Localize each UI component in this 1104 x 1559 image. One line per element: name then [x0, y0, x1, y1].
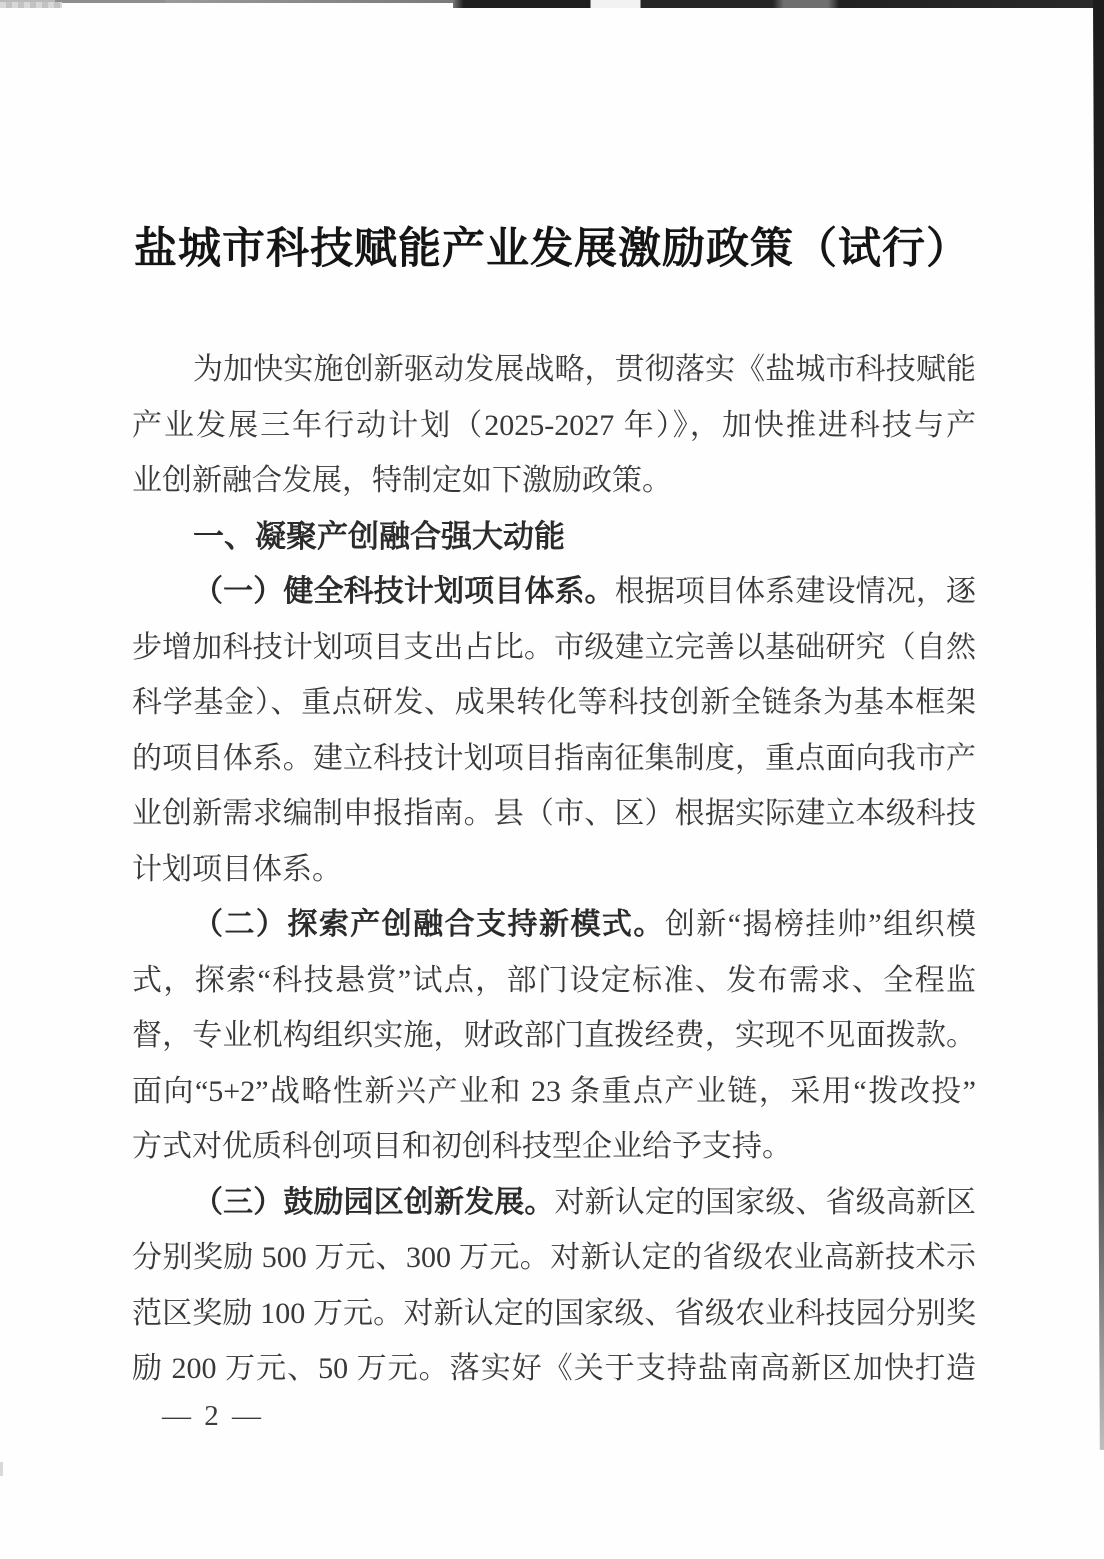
paragraph: [132, 1175, 976, 1397]
text-line: [132, 564, 976, 620]
scan-artifact-top-edge-mask: [0, 3, 453, 9]
text-line: [132, 1230, 976, 1286]
page-number: — 2 —: [162, 1400, 264, 1432]
paragraph-lead-text: 一、凝聚产创融合强大动能: [193, 518, 565, 554]
text-line: [132, 786, 976, 842]
text-line: [132, 953, 976, 1009]
text-segment: 方式对优质科创项目和初创科技型企业给予支持。: [132, 1130, 792, 1163]
text-segment: 对新认定的国家级、省级高新区: [554, 1185, 976, 1219]
paragraph: [132, 897, 976, 1175]
text-line: [132, 731, 976, 787]
text-segment: 范区奖励 100 万元。对新认定的国家级、省级农业科技园分别奖: [132, 1296, 976, 1330]
text-segment: 为加快实施创新驱动发展战略，贯彻落实《盐城市科技赋能: [193, 353, 976, 386]
scan-artifact-top-left: [0, 2, 62, 8]
text-line: [132, 620, 976, 676]
text-line: [132, 342, 976, 398]
paragraph: [132, 564, 976, 897]
paragraph-lead-text: （一）健全科技计划项目体系。: [193, 575, 615, 608]
text-line: [132, 842, 976, 898]
document-body: [132, 342, 976, 1397]
text-line: [132, 1341, 976, 1397]
text-line: [132, 398, 976, 454]
text-line: [132, 1175, 976, 1231]
text-line: [132, 453, 976, 509]
text-segment: 业创新融合发展，特制定如下激励政策。: [132, 464, 672, 497]
scan-artifact-right-edge: [1093, 0, 1104, 1450]
text-segment: 督，专业机构组织实施，财政部门直拨经费，实现不见面拨款。: [132, 1019, 976, 1052]
text-segment: 励 200 万元、50 万元。落实好《关于支持盐南高新区加快打造: [132, 1352, 976, 1385]
text-segment: 业创新需求编制申报指南。县（市、区）根据实际建立本级科技: [132, 797, 976, 830]
text-line: [132, 1119, 976, 1175]
text-segment: 的项目体系。建立科技计划项目指南征集制度，重点面向我市产: [132, 741, 976, 775]
text-line: [132, 1286, 976, 1342]
text-line: [132, 1008, 976, 1064]
text-segment: 式，探索“科技悬赏”试点，部门设定标准、发布需求、全程监: [132, 963, 976, 997]
paragraph-lead-text: （三）鼓励园区创新发展。: [193, 1185, 555, 1219]
text-segment: 计划项目体系。: [132, 852, 342, 886]
text-line: [132, 1064, 976, 1120]
text-segment: 分别奖励 500 万元、300 万元。对新认定的省级农业高新技术示: [132, 1241, 976, 1274]
section-heading: [132, 509, 976, 565]
text-segment: 步增加科技计划项目支出占比。市级建立完善以基础研究（自然: [132, 630, 976, 664]
text-segment: 面向“5+2”战略性新兴产业和 23 条重点产业链，采用“拨改投”: [132, 1074, 976, 1108]
paragraph-lead-text: （二）探索产创融合支持新模式。: [193, 908, 665, 941]
text-segment: 科学基金）、重点研发、成果转化等科技创新全链条为基本框架: [132, 686, 976, 719]
text-segment: 根据项目体系建设情况，逐: [614, 575, 976, 608]
text-line: [132, 897, 976, 953]
text-segment: 产业发展三年行动计划（2025-2027 年）》，加快推进科技与产: [132, 408, 976, 442]
document-title: 盐城市科技赋能产业发展激励政策（试行）: [134, 226, 970, 273]
scan-artifact-left-tick: [0, 1462, 3, 1476]
text-line: [132, 509, 976, 565]
text-segment: 创新“揭榜挂帅”组织模: [664, 908, 976, 941]
text-line: [132, 675, 976, 731]
paragraph: [132, 342, 976, 509]
